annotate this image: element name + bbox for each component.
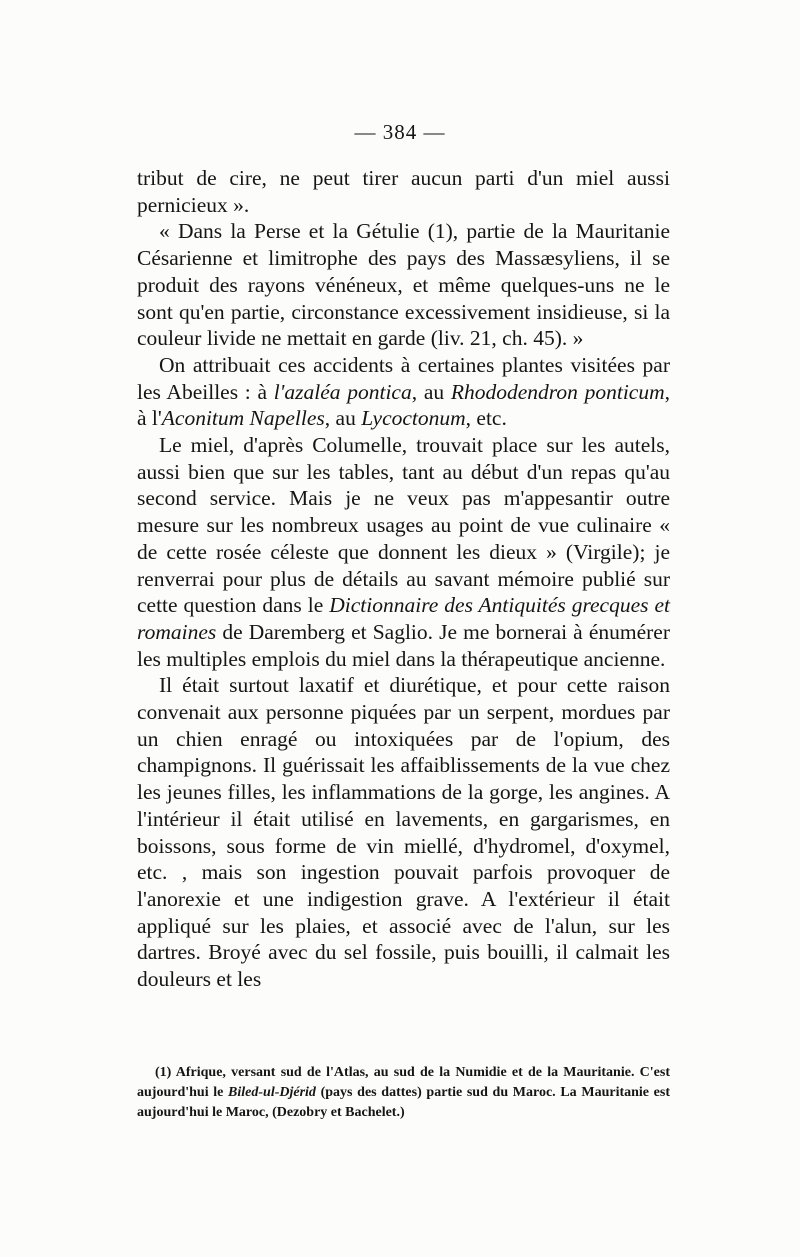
italic-term: Biled-ul-Djérid [228, 1085, 316, 1100]
italic-term: Lycoctonum [361, 406, 466, 431]
text-run: Il était surtout laxatif et diurétique, et pour cette raison convenait aux personne piquées par un serpent, mordues par un chien enragé ou intoxiquées par de l'opium, des champignons. Il guérissait les affaiblissements de la vue chez les jeunes filles, les inflammations de la gorge, les angines. A l'intérieur il était utilisé en lavements, en gargarismes, en boissons, sous forme de vin miellé, d'hydromel, d'oxymel, etc. , mais son ingestion pouvait parfois provoquer de l'anorexie et une indigestion grave. A l'extérieur il était appliqué sur les plaies, et associé avec de l'alun, sur les dartres. Broyé avec du sel fossile, puis bouilli, il calmait les douleurs et les [137, 673, 670, 992]
italic-term: l'azaléa pontica [273, 379, 412, 404]
paragraph [137, 218, 670, 352]
text-run: , etc. [465, 406, 507, 431]
italic-term: Aconitum Napelles [161, 406, 325, 431]
italic-term: Dictionnaire des Antiquités grecques et romaines [137, 593, 670, 644]
body-text [137, 165, 670, 993]
text-run: , à l' [137, 379, 670, 431]
text-run: Le miel, d'après Columelle, trouvait place sur les autels, aussi bien que sur les tables, tant au début d'un repas qu'au second service. Mais je ne veux pas m'appesantir outre mesure sur les nombreux usages au point de vue culinaire « de cette rosée céleste que donnent les dieux » (Virgile); je renverrai pour plus de détails au savant mémoire publié sur cette question dans le [137, 433, 670, 618]
text-run: (pays des dattes) partie sud du Maroc. La Mauritanie est aujourd'hui le Maroc, (Dezobry et Bachelet.) [137, 1085, 670, 1120]
text-run: On attribuait ces accidents à certaines plantes visitées par les Abeilles : à [137, 352, 670, 404]
text-run: , au [411, 379, 451, 404]
paragraph [137, 352, 670, 432]
footnotes [137, 1063, 670, 1123]
text-run: (1) Afrique, versant sud de l'Atlas, au sud de la Numidie et de la Mauritanie. C'est aujourd'hui le [137, 1065, 670, 1100]
text-run: « Dans la Perse et la Gétulie (1), partie de la Mauritanie Césarienne et limitrophe des pays des Massæsyliens, il se produit des rayons vénéneux, et même quelques-uns ne le sont qu'en partie, circonstance excessivement insidieuse, si la couleur livide ne mettait en garde (liv. 21, ch. 45). » [137, 219, 670, 351]
paragraph [137, 165, 670, 218]
footnote [137, 1063, 670, 1123]
italic-term: Rhododendron ponticum [450, 379, 665, 404]
text-run: tribut de cire, ne peut tirer aucun parti d'un miel aussi pernicieux ». [137, 166, 670, 217]
paragraph [137, 432, 670, 672]
paragraph [137, 672, 670, 992]
page-number: — 384 — [354, 120, 446, 144]
text-run: , au [324, 406, 362, 431]
text-run: de Daremberg et Saglio. Je me bornerai à énumérer les multiples emplois du miel dans la thérapeutique ancienne. [137, 619, 670, 671]
